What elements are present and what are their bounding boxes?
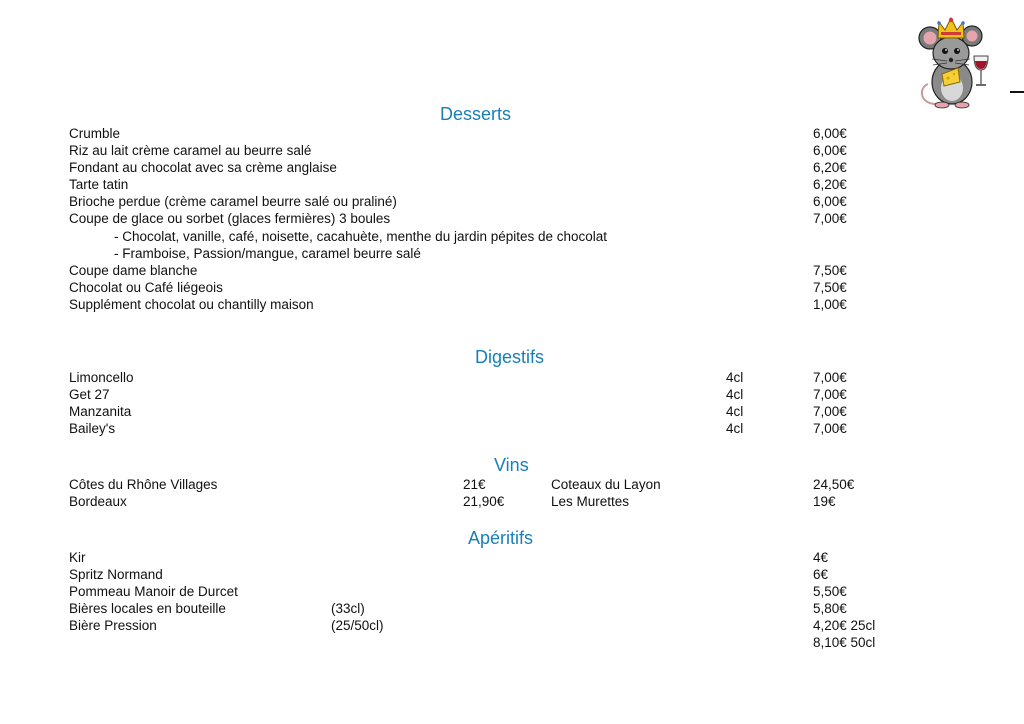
aperitif-price: 5,80€ [813,601,847,616]
digestif-price: 7,00€ [813,404,847,419]
digestif-volume: 4cl [726,421,744,436]
digestif-volume: 4cl [726,404,744,419]
dessert-name: Riz au lait crème caramel au beurre salé [69,143,312,158]
dessert-name: Brioche perdue (crème caramel beurre salé ou praliné) [69,194,397,209]
aperitif-price: 5,50€ [813,584,847,599]
dessert-price: 1,00€ [813,297,847,312]
wine-price: 24,50€ [813,477,855,492]
aperitif-name: Spritz Normand [69,567,163,582]
aperitif-price: 6€ [813,567,829,582]
dessert-flavors-line: - Chocolat, vanille, café, noisette, cacahuète, menthe du jardin pépites de chocolat [114,229,608,244]
wine-price: 19€ [813,494,836,509]
aperitif-name: Pommeau Manoir de Durcet [69,584,238,599]
vins-heading: Vins [494,455,529,475]
digestif-price: 7,00€ [813,421,847,436]
digestifs-heading: Digestifs [475,347,545,367]
dessert-price: 6,00€ [813,194,847,209]
dessert-flavors-line: - Framboise, Passion/mangue, caramel beurre salé [114,246,421,261]
dessert-price: 7,50€ [813,263,847,278]
dessert-price: 6,00€ [813,126,847,141]
wine-name: Les Murettes [551,494,630,509]
wine-price: 21€ [463,477,486,492]
dessert-name: Supplément chocolat ou chantilly maison [69,297,314,312]
wine-price: 21,90€ [463,494,505,509]
wine-name: Bordeaux [69,494,127,509]
aperitif-name: Kir [69,550,86,565]
aperitif-size: (33cl) [331,601,365,616]
aperitif-name: Bière Pression [69,618,157,633]
dessert-name: Fondant au chocolat avec sa crème anglaise [69,160,337,175]
dessert-price: 7,00€ [813,211,847,226]
dessert-name: Coupe dame blanche [69,263,198,278]
dessert-price: 6,00€ [813,143,847,158]
dessert-name: Crumble [69,126,121,141]
aperitif-price: 4,20€ 25cl [813,618,876,633]
digestif-name: Limoncello [69,370,134,385]
digestif-price: 7,00€ [813,370,847,385]
dessert-price: 6,20€ [813,160,847,175]
dessert-name: Chocolat ou Café liégeois [69,280,223,295]
digestif-price: 7,00€ [813,387,847,402]
crowned-mouse-with-wine-icon [914,8,994,112]
digestif-volume: 4cl [726,370,744,385]
aperitif-price: 8,10€ 50cl [813,635,876,650]
digestif-volume: 4cl [726,387,744,402]
aperitif-price: 4€ [813,550,829,565]
digestif-name: Bailey's [69,421,116,436]
edge-dash [1010,91,1024,93]
wine-name: Côtes du Rhône Villages [69,477,218,492]
dessert-name: Coupe de glace ou sorbet (glaces fermières) 3 boules [69,211,391,226]
aperitifs-heading: Apéritifs [468,528,534,548]
wine-name: Coteaux du Layon [551,477,661,492]
desserts-heading: Desserts [440,104,512,124]
digestif-name: Manzanita [69,404,132,419]
digestif-name: Get 27 [69,387,110,402]
aperitif-name: Bières locales en bouteille [69,601,226,616]
aperitif-size: (25/50cl) [331,618,384,633]
dessert-price: 7,50€ [813,280,847,295]
dessert-name: Tarte tatin [69,177,129,192]
dessert-price: 6,20€ [813,177,847,192]
